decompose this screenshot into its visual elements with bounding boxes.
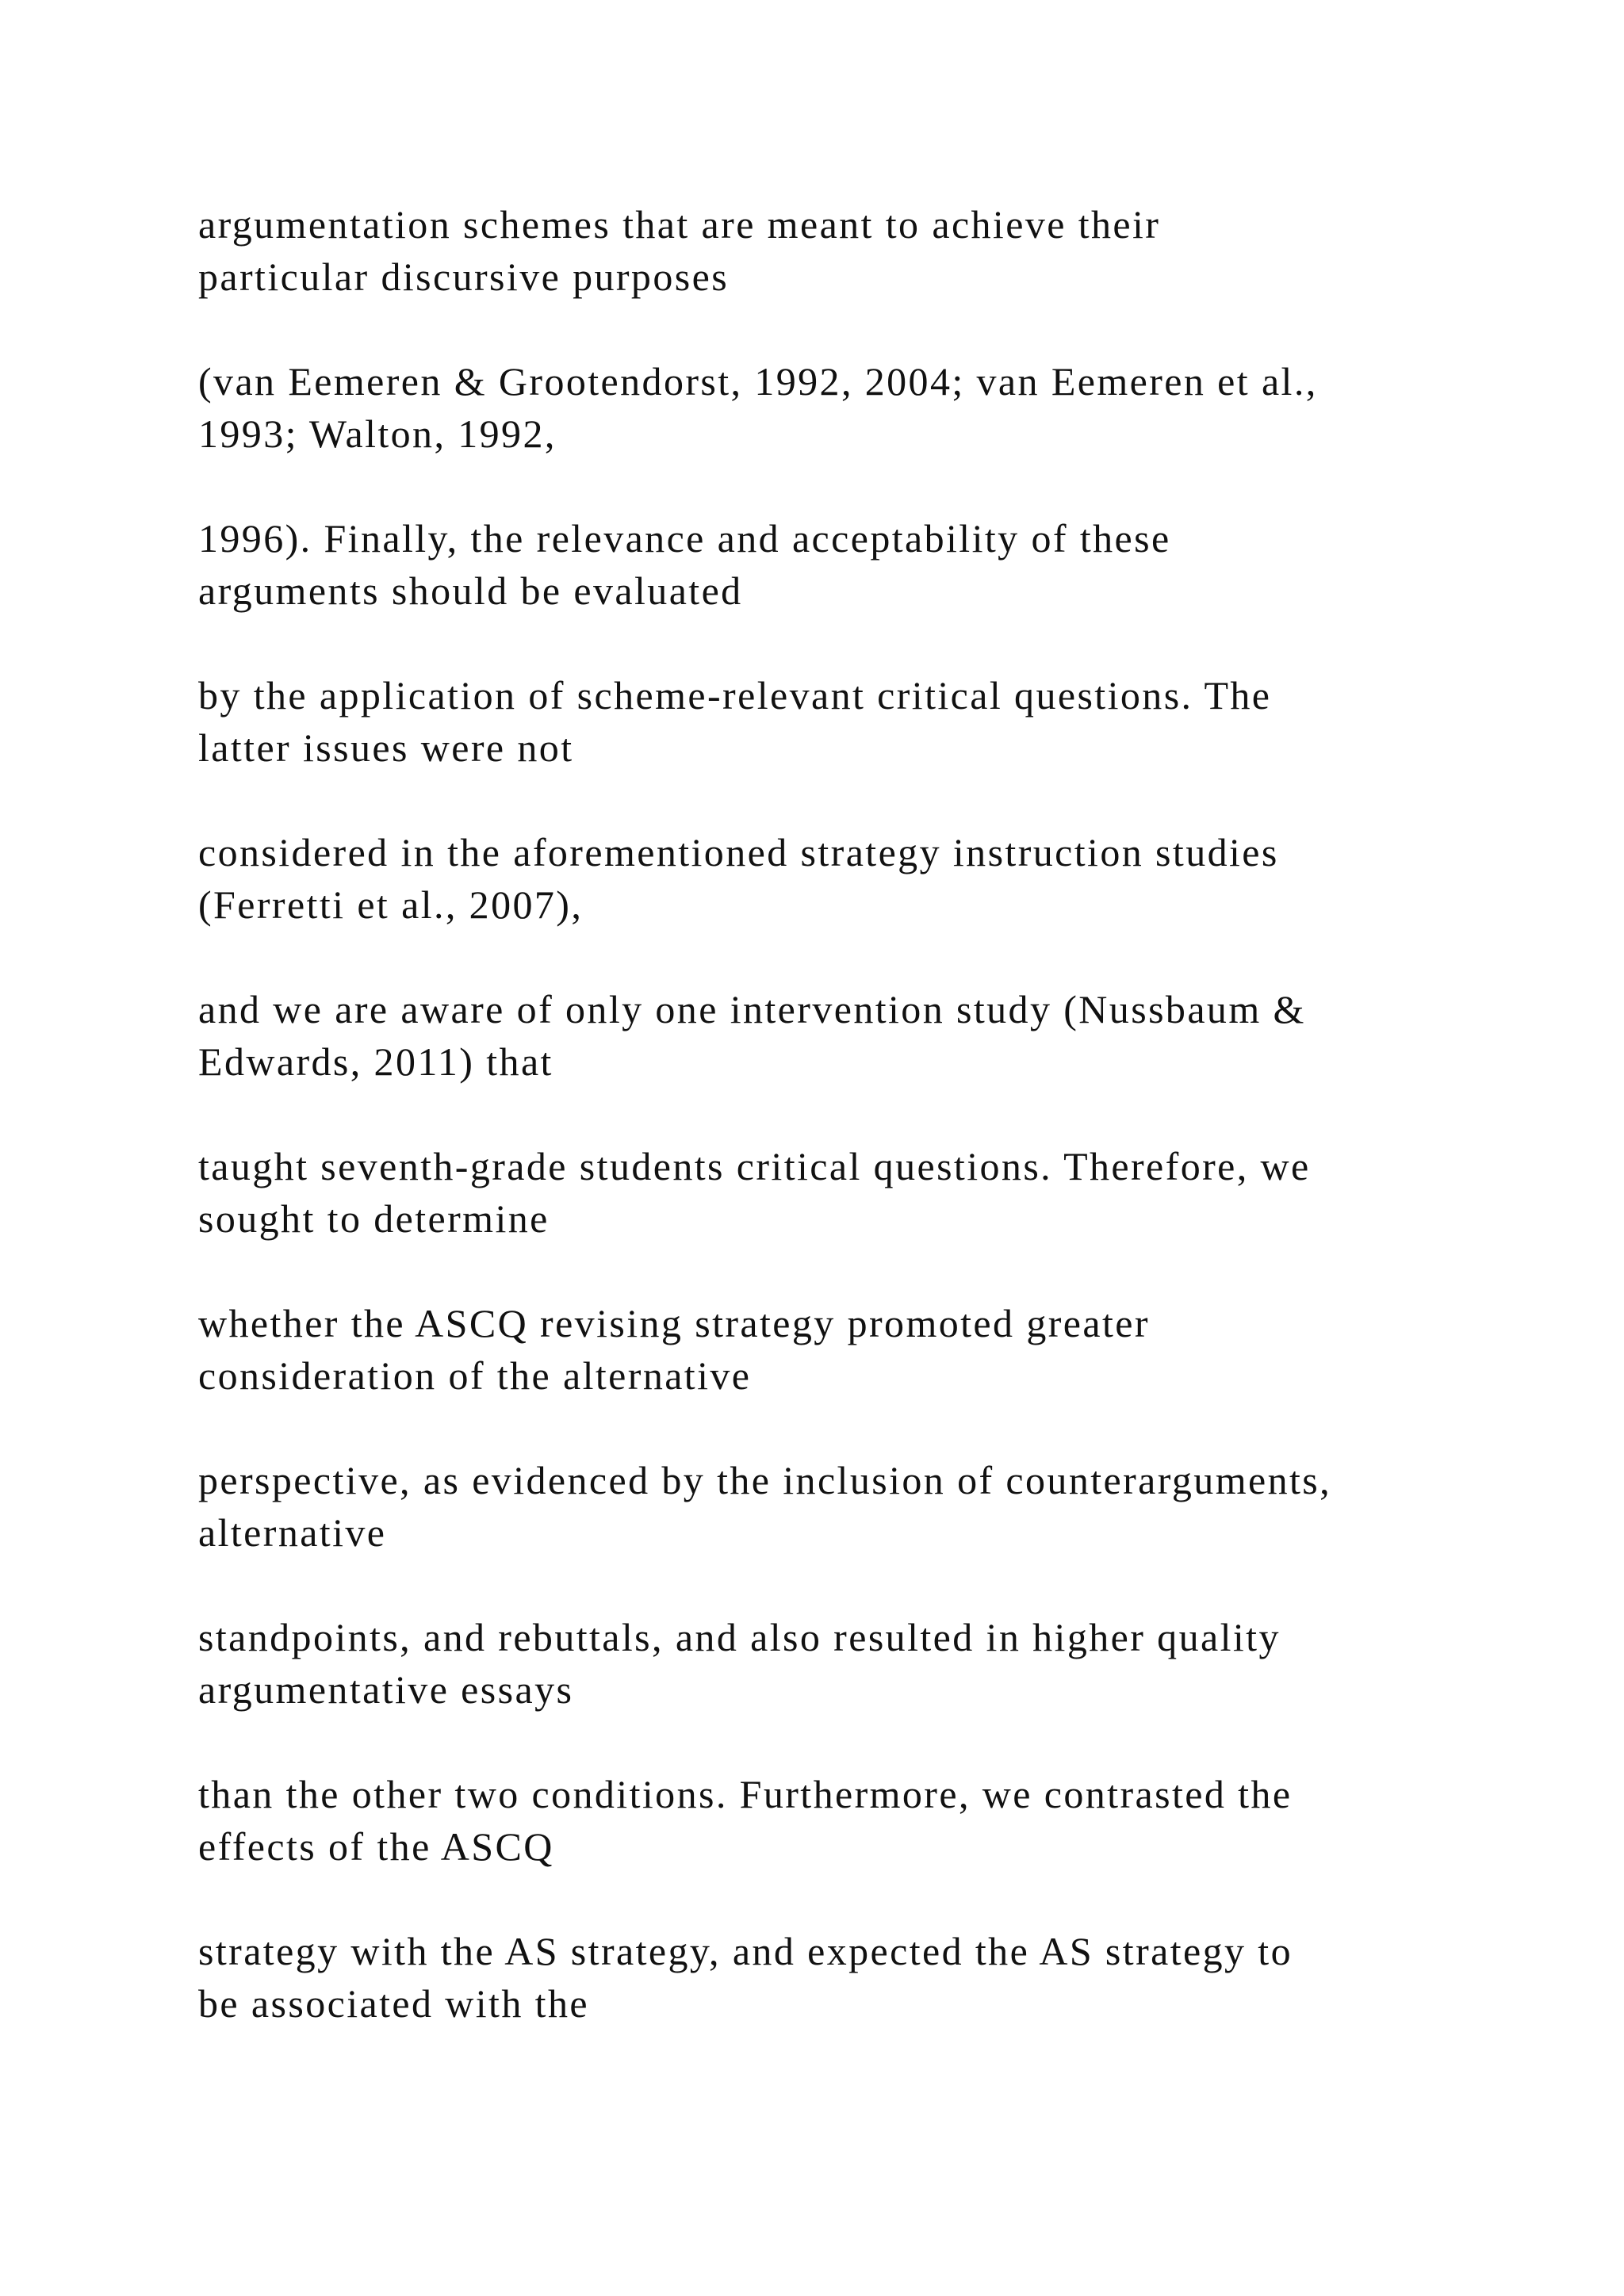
paragraph-12 xyxy=(198,1925,1530,2030)
paragraph-3 xyxy=(198,512,1530,617)
text-line: considered in the aforementioned strategy instruction studies xyxy=(198,830,1279,874)
paragraph-2 xyxy=(198,355,1530,460)
text-line: strategy with the AS strategy, and expected the AS strategy to xyxy=(198,1929,1293,1973)
text-line: (Ferretti et al., 2007), xyxy=(198,882,584,927)
paragraph-4 xyxy=(198,669,1530,774)
paragraph-8 xyxy=(198,1297,1530,1402)
text-line: and we are aware of only one intervention study (Nussbaum & xyxy=(198,987,1306,1031)
paragraph-9 xyxy=(198,1454,1530,1559)
text-line: be associated with the xyxy=(198,1981,589,2026)
text-line: by the application of scheme-relevant critical questions. The xyxy=(198,673,1272,718)
text-line: taught seventh-grade students critical questions. Therefore, we xyxy=(198,1144,1311,1188)
paragraph-5 xyxy=(198,826,1530,931)
text-line: whether the ASCQ revising strategy promoted greater xyxy=(198,1301,1150,1345)
text-line: than the other two conditions. Furthermore, we contrasted the xyxy=(198,1772,1293,1816)
text-line: alternative xyxy=(198,1510,387,1555)
paragraph-7 xyxy=(198,1140,1530,1245)
paragraph-6 xyxy=(198,983,1530,1088)
text-line: 1993; Walton, 1992, xyxy=(198,411,557,456)
text-line: standpoints, and rebuttals, and also resulted in higher quality xyxy=(198,1615,1281,1659)
text-line: perspective, as evidenced by the inclusion of counterarguments, xyxy=(198,1458,1332,1502)
paragraph-10 xyxy=(198,1611,1530,1716)
text-line: 1996). Finally, the relevance and acceptability of these xyxy=(198,516,1171,561)
text-line: particular discursive purposes xyxy=(198,254,730,299)
text-line: argumentation schemes that are meant to achieve their xyxy=(198,202,1161,247)
text-line: arguments should be evaluated xyxy=(198,568,743,613)
text-line: Edwards, 2011) that xyxy=(198,1039,553,1084)
text-line: latter issues were not xyxy=(198,725,574,770)
text-line: argumentative essays xyxy=(198,1667,574,1712)
text-line: (van Eemeren & Grootendorst, 1992, 2004; van Eemeren et al., xyxy=(198,359,1318,404)
text-line: consideration of the alternative xyxy=(198,1353,752,1398)
text-line: sought to determine xyxy=(198,1196,550,1241)
text-line: effects of the ASCQ xyxy=(198,1824,554,1869)
document-body xyxy=(198,198,1530,2082)
paragraph-1 xyxy=(198,198,1530,303)
paragraph-11 xyxy=(198,1768,1530,1873)
